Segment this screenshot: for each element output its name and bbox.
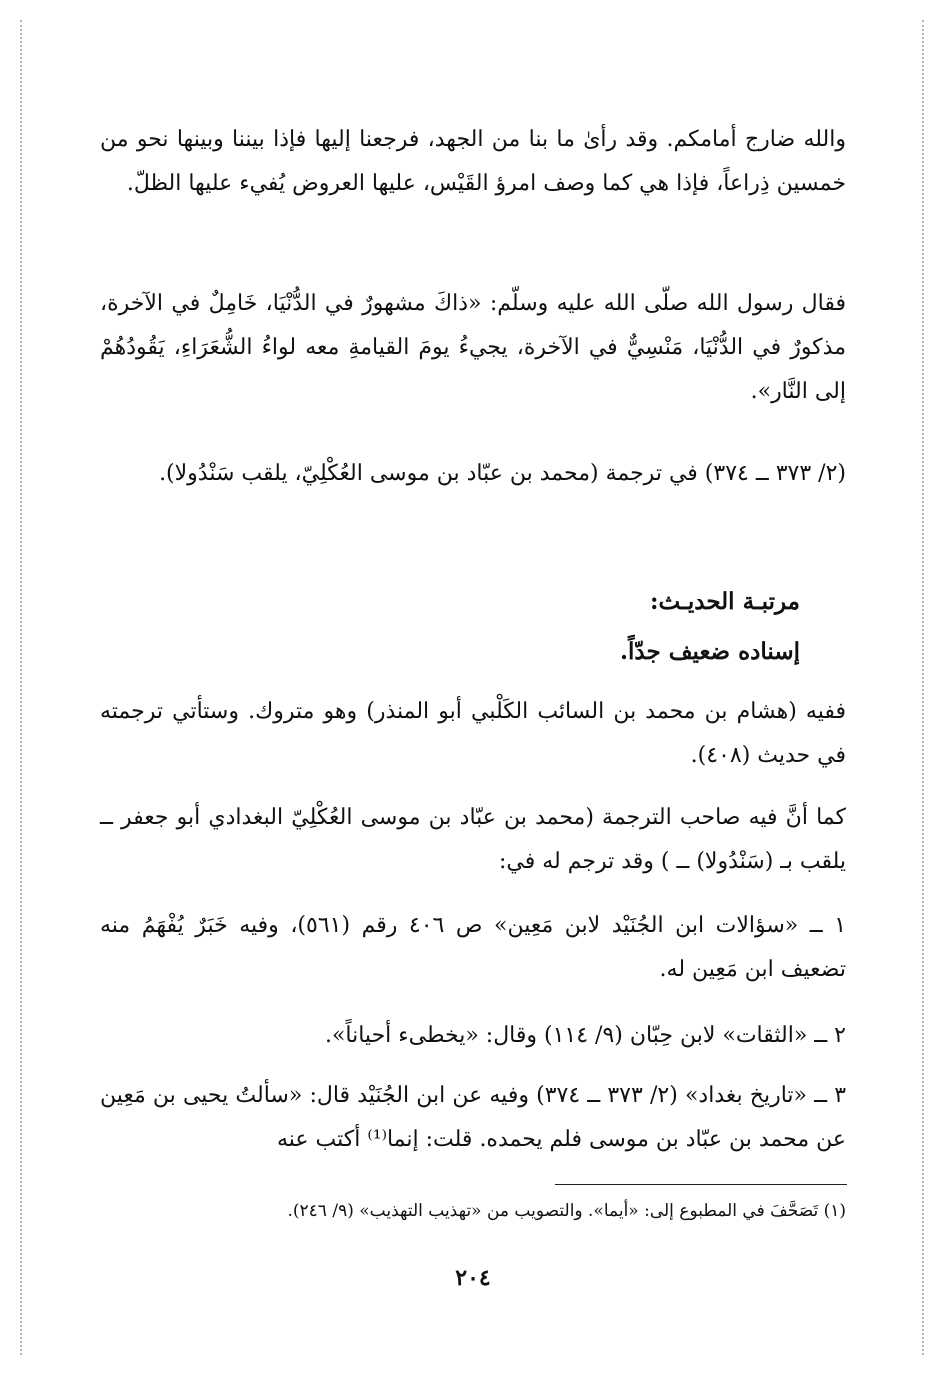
paragraph-hadith-text: فقال رسول الله صلّى الله عليه وسلّم: «ذاكَ مشهورٌ في الدُّنْيَا، خَامِلٌ في الآخرة، مذكورٌ في الدُّنْيَا، مَنْسِيٌّ في الآخرة، يجيءُ يومَ القيامةِ معه لواءُ الشُّعَرَاءِ، يَقُودُهُمْ إلى النَّار». (100, 291, 846, 404)
section-title: مرتبـة الحديـث: (650, 588, 800, 615)
page-number: ٢٠٤ (455, 1265, 491, 1291)
footnote-separator (555, 1184, 847, 1185)
right-margin-dots (922, 20, 924, 1355)
analysis-item-3: ٣ ــ «تاريخ بغداد» (٢/ ٣٧٣ ــ ٣٧٤) وفيه عن ابن الجُنَيْد قال: «سألتُ يحيى بن مَعِين عن محمد بن عبّاد بن موسى فلم يحمده. قلت: إنما⁽¹⁾ أكتب عنه (100, 1083, 847, 1152)
analysis-item-2: ٢ ــ «الثقات» لابن حِبّان (٩/ ١١٤) وقال: «يخطىء أحياناً». (324, 1023, 846, 1048)
analysis-paragraph-subject: كما أنَّ فيه صاحب الترجمة (محمد بن عبّاد بن موسى العُكْلِيّ البغدادي أبو جعفر ــ يلقب بـ (سَنْدُولا) ــ ) وقد ترجم له في: (100, 805, 846, 874)
hadith-grade: إسناده ضعيف جدّاً. (620, 638, 800, 665)
paragraph-source-reference: (٢/ ٣٧٣ ــ ٣٧٤) في ترجمة (محمد بن عبّاد بن موسى العُكْلِيّ، يلقب سَنْدُولا). (159, 461, 846, 486)
paragraph-story-end: والله ضارج أمامكم. وقد رأىٰ ما بنا من الجهد، فرجعنا إليها فإذا بيننا وبينها نحو من خمسين ذِراعاً، فإذا هي كما وصف امرؤ القَيْس، عليها العروض يُفيء عليها الظلّ. (100, 127, 846, 196)
analysis-paragraph-narrator: ففيه (هشام بن محمد بن السائب الكَلْبي أبو المنذر) وهو متروك. وستأتي ترجمته في حديث (٤٠٨). (100, 699, 846, 768)
footnote: (١) تَصَحَّفَ في المطبوع إلى: «أيما». والتصويب من «تهذيب التهذيب» (٩/ ٢٤٦). (287, 1201, 846, 1221)
analysis-item-1: ١ ــ «سؤالات ابن الجُنَيْد لابن مَعِين» ص ٤٠٦ رقم (٥٦١)، وفيه خَبَرٌ يُفْهَمُ منه تضعيف ابن مَعِين له. (100, 913, 847, 982)
left-margin-dots (20, 20, 22, 1355)
